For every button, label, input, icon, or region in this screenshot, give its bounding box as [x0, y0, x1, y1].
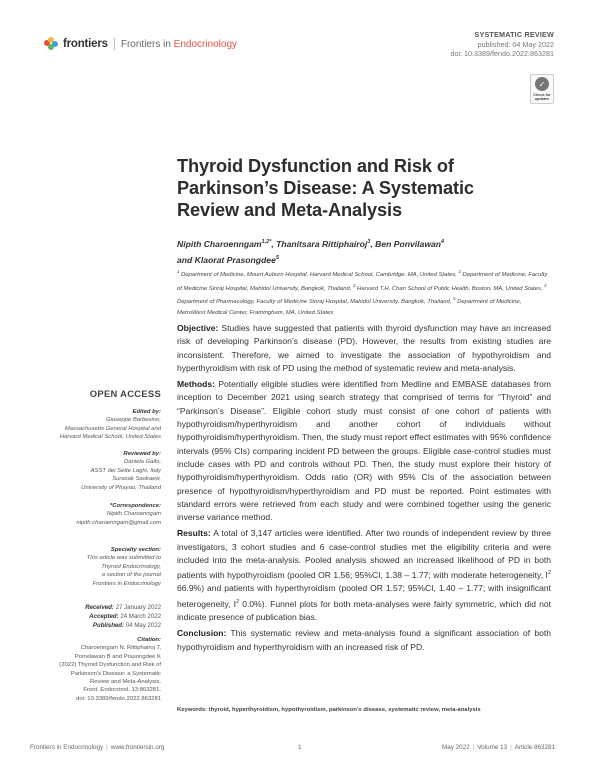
footer-date: May 2022 [442, 744, 470, 751]
bookmark-icon: ✓ [535, 77, 549, 91]
received-date [30, 603, 161, 612]
citation-line: Ponvilawan B and Prasongdee K [74, 653, 161, 660]
editor-line: Harvard Medical School, United States [59, 434, 161, 441]
affil-number: 1 [177, 269, 180, 274]
section-label: Objective: [177, 323, 219, 333]
reviewer-line: University of Phayao, Thailand [81, 484, 161, 491]
author-name[interactable]: Klaorat Prasongdee [194, 254, 276, 265]
correspondence-label: *Correspondence: [109, 503, 161, 509]
accepted-label: Accepted: [89, 613, 119, 621]
affil-text: Department of Pharmacology, Faculty of Medicine Siriraj Hospital, Mahidol University, Bangkok, Thailand, [177, 299, 454, 306]
section-text: A total of 3,147 articles were identified. After two rounds of independent review by three investigators, 3 cohort studies and 6 case-control studies met the eligibility criteria and were included into the meta-analysis. Pooled analysis showed an increased likelihood of PD in both patients with hypothyroidism (pooled OR 1.56; 95%CI, 1.38 – 1.77; with moderate heterogeneity, I [177, 528, 551, 581]
accepted-date [30, 612, 161, 621]
abstract-methods [177, 378, 551, 524]
author-affil-ref: 5 [275, 254, 279, 261]
editor-line: Massachusetts General Hospital and [64, 425, 161, 432]
accepted-value: 24 March 2022 [118, 613, 161, 621]
section-text: Potentially eligible studies were identified from Medline and EMBASE databases from inception to December 2021 using search strategy that comprised of terms for “Thyroid” and “Parkinson’s Disease”. Eligible cohort study must consist of one cohort of patients with hypothyroidism/hyperthyroidism and another cohort of individuals without hypothyroidism/hyperthyroidism. Then, the study must report effect estimates with 95% confidence intervals (95% CIs) comparing incident PD between the groups. Eligible case-control studies must include cases with PD and controls without PD. Then, the study must explore their history of hypothyroidism/hyperthyroidism. Odds ratio (OR) with 95% CIs of the association between presence of hypothyroidism/hyperthyroidism and PD must be reported. Point estimates with standard errors were retrieved from each study and were combined together using the generic inverse variance method. [177, 379, 551, 523]
journal-highlight: Endocrinology [173, 38, 238, 50]
section-label: Methods: [177, 379, 215, 390]
edited-by-block [30, 408, 161, 442]
reviewed-by-block [30, 450, 161, 492]
affil-text: Department of Medicine, Mount Auburn Hospital, Harvard Medical School, Cambridge, MA, United States, [179, 271, 459, 278]
citation-line: Parkinson’s Disease: a Systematic [70, 670, 161, 677]
correspondence-block [30, 502, 161, 527]
keywords: Keywords: thyroid, hyperthyroidism, hypothyroidism, parkinson’s disease, systematic review, meta-analysis [177, 707, 481, 713]
author-name[interactable]: Ben Ponvilawan [375, 238, 442, 249]
article-doi[interactable]: doi: 10.3389/fendo.2022.863281 [450, 49, 554, 58]
journal-prefix: Frontiers in [120, 38, 174, 50]
author-list: Nipith Charoenngam$^{1,2*}$, Thanitsara Rittiphairoj$^3$, Ben Ponvilawan$^4$ and Klaorat Prasongdee$^5$ [177, 238, 445, 265]
check-for-updates-badge[interactable] [530, 74, 554, 104]
specialty-line: This article was submitted to [86, 555, 161, 562]
footer-article: Article 863281 [514, 744, 555, 751]
frontiers-logo-icon [44, 37, 60, 51]
author-affil-ref: 3 [367, 239, 371, 245]
published-date: published: 04 May 2022 [477, 39, 554, 49]
specialty-line: Frontiers in Endocrinology [92, 580, 161, 587]
affil-text: Department of Medicine, MetroWest Medical Center, Framingham, MA, United States [177, 299, 522, 316]
superscript: 2 [236, 598, 240, 605]
footer-site-link[interactable]: www.frontiersin.org [110, 744, 165, 751]
section-text: 66.9%) and patients with hyperthyroidism (pooled OR 1.57; 95%CI, 1.40 – 1.77; with insignificant heterogeneity, I [177, 583, 551, 609]
citation-label: Citation: [137, 637, 161, 643]
abstract [177, 322, 551, 657]
superscript: 2 [547, 570, 551, 577]
specialty-line: a section of the journal [101, 572, 161, 579]
specialty-section-block [30, 546, 161, 588]
received-label: Received: [85, 604, 114, 611]
journal-header [44, 30, 554, 102]
reviewer-line: Surasak Saokaew, [112, 476, 161, 483]
author-name[interactable]: Nipith Charoenngam [177, 238, 262, 249]
open-access-label: OPEN ACCESS [89, 388, 161, 399]
specialty-line: Thyroid Endocrinology, [101, 563, 161, 570]
article-meta [450, 30, 554, 59]
author-affil-ref: 1,2* [261, 239, 272, 245]
section-text: This systematic review and meta-analysis found a significant association of both hypothyroidism and hyperthyroidism with an increased risk of PD. [177, 628, 551, 652]
author-name[interactable]: Thanitsara Rittiphairoj [276, 238, 368, 249]
citation-line: Front. Endocrinol. 13:863281. [83, 687, 161, 694]
logo-divider [114, 38, 115, 50]
frontiers-logo[interactable] [44, 36, 237, 52]
affil-text: Harvard T.H. Chan School of Public Health, Boston, MA, United States, [355, 285, 545, 292]
correspondence-name: Nipith Charoenngam [106, 511, 161, 518]
correspondence-email[interactable]: nipith.charoenngam@gmail.com [76, 519, 161, 526]
section-label: Conclusion: [177, 628, 227, 639]
abstract-results [177, 527, 551, 624]
footer-left: Frontiers in Endocrinology | www.frontiersin.org [30, 744, 165, 751]
affil-number: 2 [458, 269, 461, 274]
footer-right: May 2022 | Volume 13 | Article 863281 [442, 744, 555, 751]
author-affil-ref: 4 [441, 239, 445, 245]
reviewer-line: ASST dei Sette Laghi, Italy [90, 467, 161, 474]
affil-text: Department of Medicine, Faculty of Medicine Siriraj Hospital, Mahidol University, Bangkok, Thailand, [177, 271, 548, 292]
dates-block [30, 603, 161, 631]
citation-doi[interactable]: doi: 10.3389/fendo.2022.863281 [76, 695, 161, 702]
page-footer [30, 744, 555, 754]
journal-name [121, 39, 237, 50]
brand-name: frontiers [63, 38, 108, 50]
published-label: Published: [92, 622, 125, 630]
affiliations [177, 267, 549, 318]
citation-line: (2022) Thyroid Dysfunction and Risk of [59, 662, 161, 669]
affil-number: 4 [544, 282, 547, 288]
section-text: Studies have suggested that patients with thyroid dysfunction may have an increased risk of developing Parkinson’s disease (PD). However, the results from existing studies are inconsistent. Therefore, we aimed to investigate the association of hypothyroidism and hyperthyroidism with risk of PD using the method of systematic review and meta-analysis. [177, 323, 551, 373]
page-number: 1 [298, 744, 302, 751]
abstract-objective [177, 322, 551, 375]
published-date-side [30, 621, 161, 630]
article-type: SYSTEMATIC REVIEW [474, 30, 554, 39]
citation-line: Charoenngam N, Rittiphairoj T, [80, 645, 161, 652]
affil-number: 3 [353, 282, 356, 288]
affil-number: 5 [453, 296, 456, 302]
check-for-updates-label: Check for updates [533, 93, 551, 102]
citation-block [30, 636, 161, 703]
editor-line: Giuseppe Barbesino, [105, 417, 161, 424]
reviewer-line: Daniela Gallo, [123, 459, 161, 466]
specialty-section-label: Specialty section: [110, 547, 161, 553]
footer-volume: Volume 13 [477, 744, 508, 751]
author-conjunction: and [177, 254, 193, 265]
footer-journal: Frontiers in Endocrinology [30, 744, 104, 751]
edited-by-label: Edited by: [132, 409, 161, 415]
citation-line: Review and Meta-Analysis. [89, 679, 161, 686]
reviewed-by-label: Reviewed by: [123, 451, 161, 457]
abstract-conclusion [177, 627, 551, 654]
published-value: 04 May 2022 [124, 622, 161, 630]
section-text: 0.0%). Funnel plots for both meta-analyses were fairly symmetric, which did not indicate presence of publication bias. [177, 598, 551, 622]
section-label: Results: [177, 528, 211, 539]
article-title: Thyroid Dysfunction and Risk of Parkinson’s Disease: A Systematic Review and Meta-Analysis [177, 156, 474, 221]
received-value: 27 January 2022 [113, 604, 161, 611]
